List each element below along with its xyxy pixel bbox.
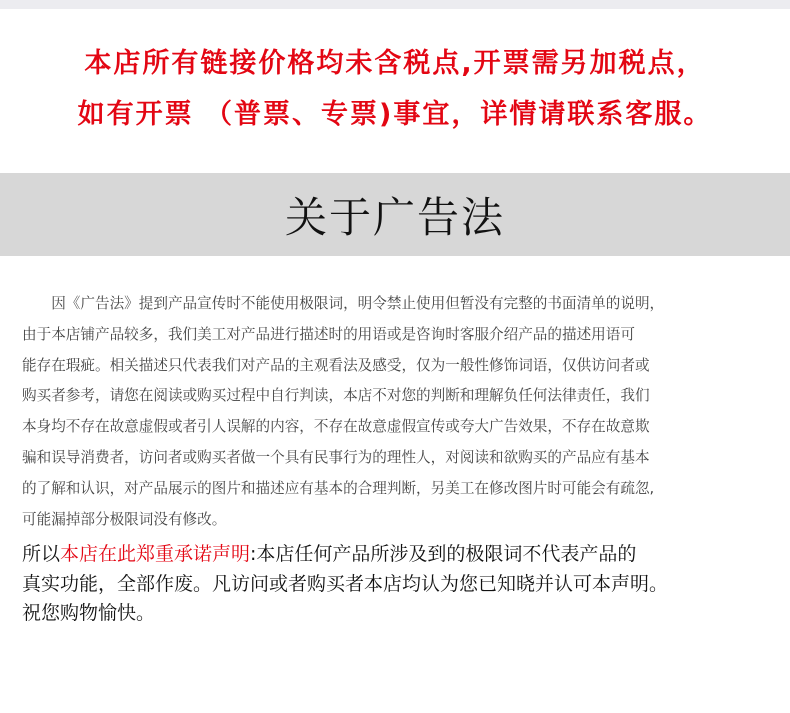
explanation-line-5: 本身均不存在故意虚假或者引人误解的内容，不存在故意虚假宣传或夸大广告效果，不存在故意欺 — [22, 418, 650, 436]
invoice-notice-line-1: 本店所有链接价格均未含税点,开票需另加税点， — [84, 48, 706, 79]
explanation-line-8: 可能漏掉部分极限词没有修改。 — [22, 510, 227, 528]
statement-line-2: 真实功能，全部作废。凡访问或者购买者本店均认为您已知晓并认可本声明。 — [22, 572, 669, 595]
statement-highlight: 本店在此郑重承诺声明 — [60, 543, 251, 565]
explanation-line-3: 能存在瑕疵。相关描述只代表我们对产品的主观看法及感受，仅为一般性修饰词语，仅供访问者或 — [22, 356, 650, 374]
explanation-line-2: 由于本店铺产品较多，我们美工对产品进行描述时的用语或是咨询时客服介绍产品的描述用语可 — [22, 325, 635, 343]
statement-line-3: 祝您购物愉快。 — [22, 602, 156, 624]
invoice-notice — [0, 38, 790, 140]
section-title: 关于广告法 — [284, 192, 505, 242]
section-title-band — [0, 173, 790, 256]
explanation-line-7: 的了解和认识，对产品展示的图片和描述应有基本的合理判断，另美工在修改图片时可能会有疏忽, — [22, 479, 655, 497]
store-statement — [22, 540, 782, 629]
statement-line-1-rest: :本店任何产品所涉及到的极限词不代表产品的 — [250, 543, 637, 565]
statement-prefix: 所以 — [22, 543, 61, 565]
explanation-line-1: 因《广告法》提到产品宣传时不能使用极限词，明令禁止使用但暂没有完整的书面清单的说明， — [51, 295, 665, 312]
statement-line-1 — [22, 540, 782, 570]
advertising-law-explanation — [22, 289, 782, 535]
explanation-line-4: 购买者参考，请您在阅读或购买过程中自行判读，本店不对您的判断和理解负任何法律责任，我们 — [22, 387, 650, 405]
top-divider-strip — [0, 0, 790, 9]
explanation-line-6: 骗和误导消费者，访问者或购买者做一个具有民事行为的理性人，对阅读和欲购买的产品应有基本 — [22, 448, 650, 466]
invoice-notice-line-2: 如有开票 （普票、专票)事宜，详情请联系客服。 — [77, 99, 713, 130]
